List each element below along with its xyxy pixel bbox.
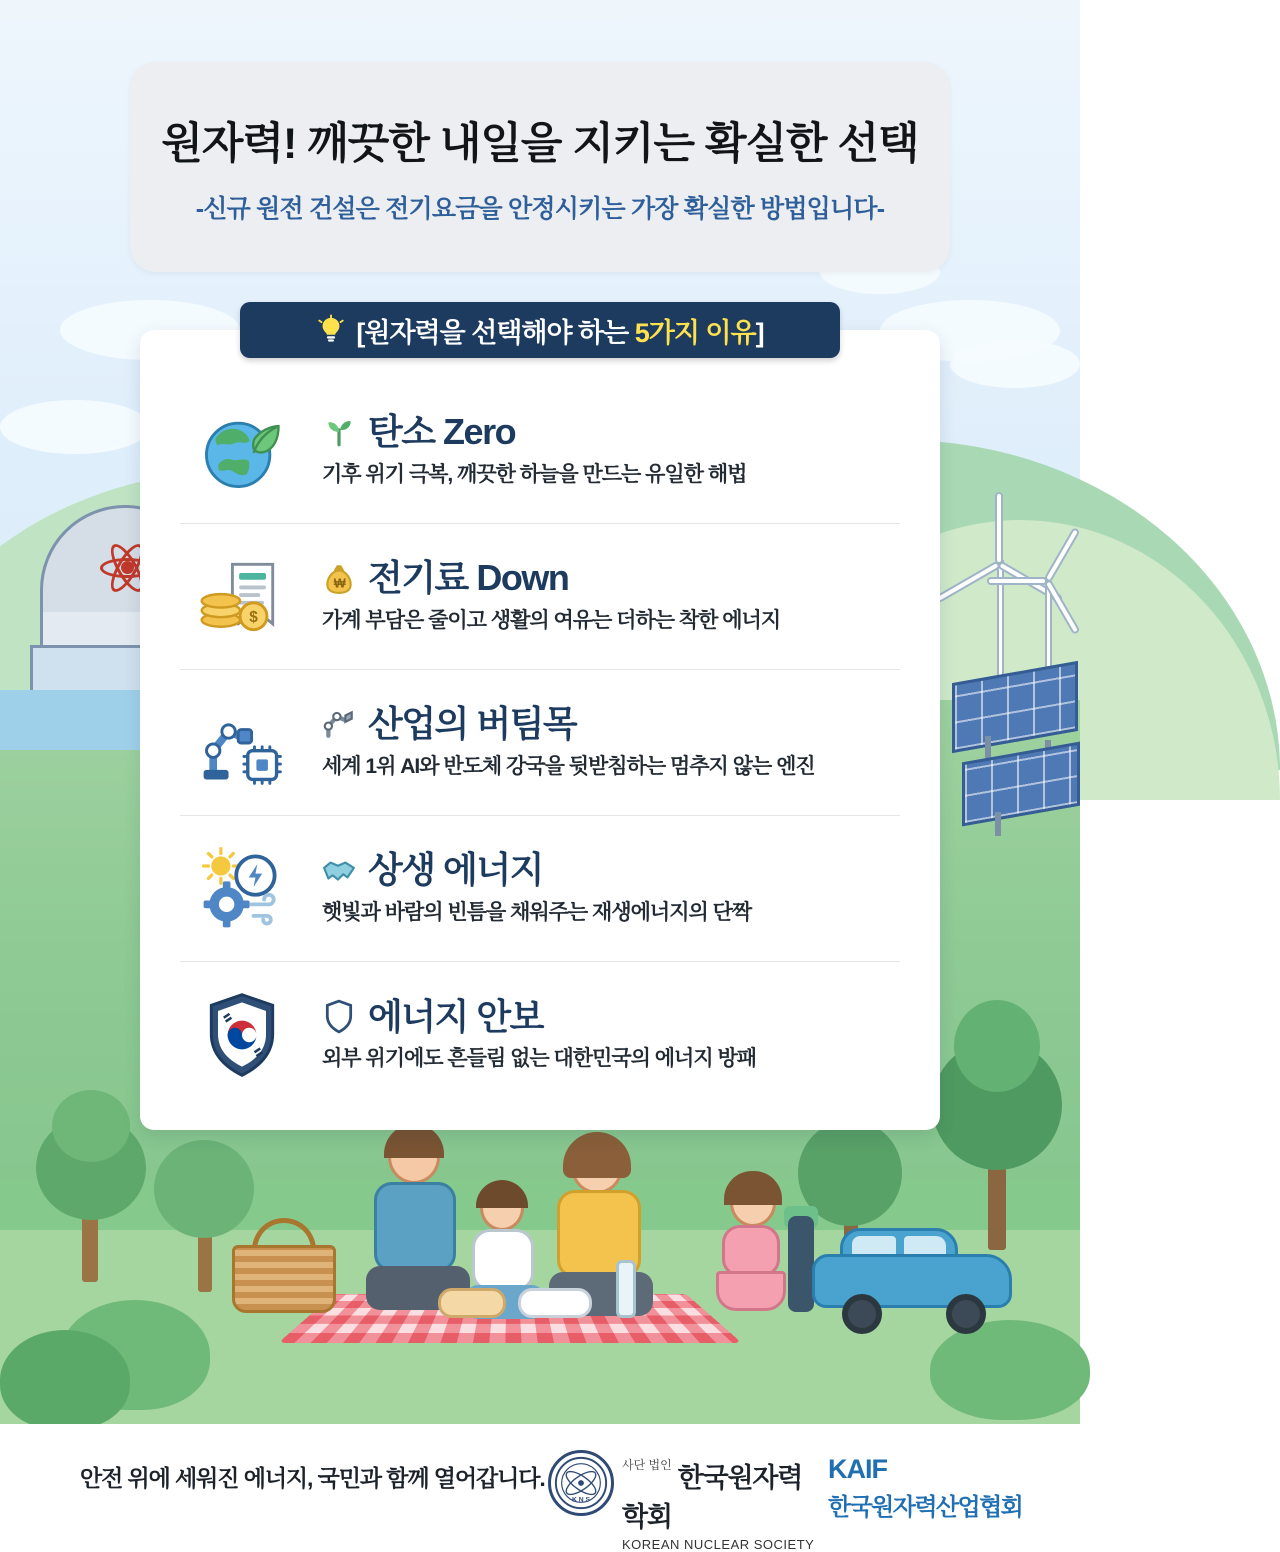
cloud-shape bbox=[950, 340, 1080, 388]
bush-shape bbox=[0, 1330, 130, 1430]
reason-description: 햇빛과 바람의 빈틈을 채워주는 재생에너지의 단짝 bbox=[322, 900, 752, 924]
reason-item-industry bbox=[180, 670, 900, 816]
reason-title: 에너지 안보 bbox=[368, 995, 543, 1037]
reason-text bbox=[316, 559, 894, 634]
reasons-list bbox=[180, 378, 900, 1108]
reason-heading bbox=[322, 851, 894, 889]
ev-charger-icon bbox=[788, 1216, 814, 1312]
food-bread bbox=[438, 1288, 506, 1318]
reason-description: 외부 위기에도 흔들림 없는 대한민국의 에너지 방패 bbox=[322, 1047, 757, 1071]
picnic-basket-icon bbox=[232, 1245, 336, 1313]
ribbon-label bbox=[356, 311, 763, 350]
reason-text bbox=[316, 851, 894, 926]
reason-item-synergy bbox=[180, 816, 900, 962]
tree-icon bbox=[30, 1090, 150, 1280]
reason-item-carbon-zero bbox=[180, 378, 900, 524]
reasons-ribbon bbox=[240, 302, 840, 358]
reason-heading bbox=[322, 559, 894, 597]
reason-item-energy-security bbox=[180, 962, 900, 1108]
kns-wordmark bbox=[622, 1456, 814, 1552]
handshake-icon bbox=[322, 853, 356, 887]
ribbon-highlight: 5가지 이유 bbox=[634, 317, 756, 348]
title-card bbox=[130, 62, 950, 272]
solar-panel-leg bbox=[995, 812, 1001, 836]
shield-taegeuk-icon bbox=[186, 983, 298, 1087]
shield-icon bbox=[322, 999, 356, 1033]
kns-seal-logo bbox=[548, 1450, 614, 1516]
reason-item-bill-down bbox=[180, 524, 900, 670]
food-plate bbox=[518, 1288, 592, 1318]
page-title: 원자력! 깨끗한 내일을 지키는 확실한 선택 bbox=[161, 119, 919, 168]
reason-description: 세계 1위 AI와 반도체 강국을 뒷받침하는 멈추지 않는 엔진 bbox=[322, 754, 815, 778]
earth-leaf-icon bbox=[186, 399, 298, 503]
reason-heading bbox=[322, 413, 894, 451]
reason-title: 상생 에너지 bbox=[368, 849, 543, 891]
cloud-shape bbox=[0, 400, 150, 454]
kaif-wordmark bbox=[828, 1454, 1022, 1522]
reason-title: 산업의 버팀목 bbox=[368, 703, 577, 745]
kns-name-ko: 한국원자력학회 bbox=[622, 1463, 803, 1532]
robot-arm-chip-icon bbox=[186, 691, 298, 795]
ribbon-prefix: [원자력을 선택해야 하는 bbox=[356, 317, 635, 348]
tree-icon bbox=[920, 1000, 1070, 1250]
reason-description: 가계 부담은 줄이고 생활의 여유는 더하는 착한 에너지 bbox=[322, 608, 781, 632]
svg-text:K N S: K N S bbox=[571, 1496, 591, 1504]
lightbulb-icon bbox=[316, 315, 346, 345]
water-bottle bbox=[616, 1260, 636, 1318]
kns-name-en: KOREAN NUCLEAR SOCIETY bbox=[622, 1537, 815, 1552]
bush-shape bbox=[930, 1320, 1090, 1420]
svg-text:₩: ₩ bbox=[333, 575, 345, 591]
mechanical-arm-icon bbox=[322, 707, 356, 741]
page-subtitle: -신규 원전 건설은 전기요금을 안정시키는 가장 확실한 방법입니다- bbox=[195, 194, 885, 223]
reason-heading bbox=[322, 995, 894, 1037]
reason-description: 기후 위기 극복, 깨끗한 하늘을 만드는 유일한 해법 bbox=[322, 462, 747, 486]
reason-text bbox=[316, 413, 894, 488]
kns-prefix: 사단 법인 bbox=[622, 1458, 672, 1472]
footer-slogan: 안전 위에 세워진 에너지, 국민과 함께 열어갑니다. bbox=[80, 1465, 545, 1491]
reason-heading bbox=[322, 705, 894, 743]
electric-car-icon bbox=[812, 1228, 1012, 1320]
sprout-icon bbox=[322, 415, 356, 449]
kaif-mark: KAIF bbox=[828, 1454, 887, 1484]
gear-sun-wind-icon bbox=[186, 837, 298, 941]
money-bag-icon bbox=[322, 561, 356, 595]
reason-title: 전기료 Down bbox=[368, 557, 569, 599]
reason-text bbox=[316, 705, 894, 780]
kaif-name-ko: 한국원자력산업협회 bbox=[828, 1494, 1023, 1521]
coins-receipt-icon bbox=[186, 545, 298, 649]
reason-text bbox=[316, 995, 894, 1073]
person-girl bbox=[710, 1175, 800, 1325]
svg-text:$: $ bbox=[249, 608, 258, 626]
ribbon-suffix: ] bbox=[755, 317, 764, 348]
reason-title: 탄소 Zero bbox=[368, 411, 516, 453]
footer-bar bbox=[0, 1424, 1080, 1552]
